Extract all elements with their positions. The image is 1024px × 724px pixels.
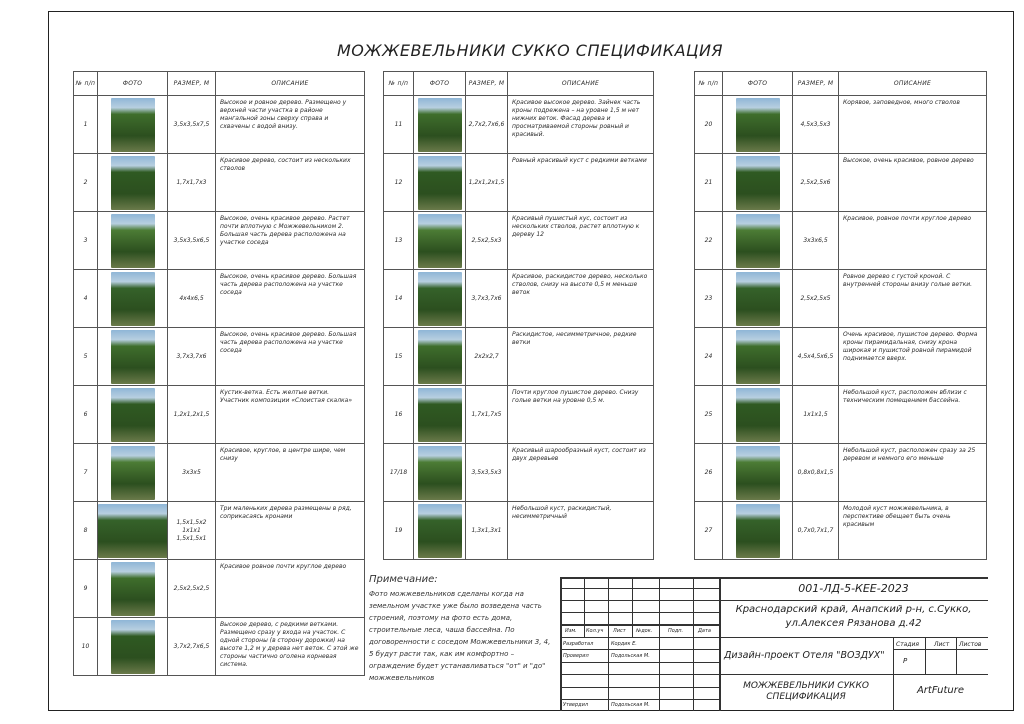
header-desc: ОПИСАНИЕ [216, 72, 365, 96]
header-photo: ФОТО [98, 72, 168, 96]
table-row [384, 328, 654, 386]
spec-table-1 [73, 71, 365, 676]
size-value: 1,7х1,7х5 [471, 410, 502, 418]
header-size: РАЗМЕР, М [466, 72, 508, 96]
header-photo: ФОТО [723, 72, 793, 96]
size-value: 1х1х1 [182, 526, 201, 534]
note-text: Фото можжевельников сделаны когда на земельном участке уже было возведена часть строений, поэтому на фото есть дома, строительные леса, чаша бассейна. По договоренности с соседом Можжевельники 3, 4, 5 будут расти так, как им комфортно – ограждение будет устанавливаться "от" и "до" можжевельников [369, 590, 551, 682]
description-cell: Небольшой куст, раскидистый, несимметричный [508, 502, 654, 560]
row-number: 9 [74, 560, 98, 618]
size-value: 3,7х3,7х6 [471, 294, 502, 302]
size-value: 4х4х6,5 [179, 294, 204, 302]
description-cell: Красивое ровное почти круглое дерево [216, 560, 365, 618]
stage-value: Р [903, 657, 908, 665]
size-value: 1,2х1,2х1,5 [173, 410, 210, 418]
header-izm: Изм. [565, 628, 577, 634]
description-cell: Молодой куст можжевельника, в перспективе обещает быть очень красивым [839, 502, 987, 560]
role-checker: Проверил [563, 653, 589, 659]
table-row [695, 96, 987, 154]
table-row [695, 502, 987, 560]
size-value: 1,5х1,5х2 [176, 518, 207, 526]
description-cell: Высокое, очень красивое дерево. Большая часть дерева расположена на участке соседа [216, 270, 365, 328]
photo-cell [414, 444, 466, 502]
tree-photo [111, 330, 155, 384]
photo-cell [98, 444, 168, 502]
size-cell [168, 96, 216, 154]
size-cell [168, 502, 216, 560]
tree-photo [111, 98, 155, 152]
sheet-title-1: МОЖЖЕВЕЛЬНИКИ СУККО [743, 681, 869, 691]
size-cell [793, 270, 839, 328]
header-ndok: №док. [636, 628, 653, 634]
sheet-title-2: СПЕЦИФИКАЦИЯ [766, 692, 846, 702]
table-row [695, 444, 987, 502]
size-cell [466, 444, 508, 502]
tree-photo [111, 562, 155, 616]
photo-cell [414, 96, 466, 154]
header-desc: ОПИСАНИЕ [508, 72, 654, 96]
size-value: 3х3х5 [182, 468, 201, 476]
size-value: 3,7х2,7х6,5 [173, 642, 210, 650]
role-approver: Утвердил [563, 702, 589, 708]
row-number: 5 [74, 328, 98, 386]
table-row [384, 212, 654, 270]
tree-photo [418, 446, 462, 500]
description-cell: Почти круглое пушистое дерево. Снизу голые ветки на уровне 0,5 м. [508, 386, 654, 444]
photo-cell [98, 560, 168, 618]
name-approver: Подольская М. [611, 702, 650, 708]
tree-photo [736, 446, 780, 500]
header-photo: ФОТО [414, 72, 466, 96]
row-number: 12 [384, 154, 414, 212]
row-number: 11 [384, 96, 414, 154]
size-cell [793, 154, 839, 212]
size-value: 1,3х1,3х1 [471, 526, 502, 534]
photo-cell [98, 154, 168, 212]
size-cell [793, 96, 839, 154]
description-cell: Высокое, очень красивое дерево. Большая часть дерева расположена на участке соседа [216, 328, 365, 386]
photo-cell [414, 502, 466, 560]
role-developer: Разработал [563, 641, 594, 647]
table-row [384, 96, 654, 154]
header-num: № п/п [695, 72, 723, 96]
note-heading: Примечание: [369, 574, 438, 585]
row-number: 17/18 [384, 444, 414, 502]
tree-photo [111, 388, 155, 442]
tree-photo [418, 330, 462, 384]
tree-photo [111, 214, 155, 268]
photo-cell [414, 386, 466, 444]
row-number: 8 [74, 502, 98, 560]
size-value: 3,5х3,5х3 [471, 468, 502, 476]
photo-cell [723, 212, 793, 270]
row-number: 15 [384, 328, 414, 386]
size-cell [466, 96, 508, 154]
table-row [74, 96, 365, 154]
table-row [74, 328, 365, 386]
row-number: 3 [74, 212, 98, 270]
header-podp: Подп. [668, 628, 684, 634]
name-developer: Кордик Е. [611, 641, 637, 647]
photo-cell [98, 212, 168, 270]
title-block [560, 577, 988, 711]
header-num: № п/п [384, 72, 414, 96]
description-cell: Небольшой куст, расположен вблизи с техническим помещением бассейна. [839, 386, 987, 444]
project-name: Дизайн-проект Отеля "ВОЗДУХ" [724, 650, 885, 661]
table-row [384, 502, 654, 560]
table-row [74, 154, 365, 212]
size-cell [466, 328, 508, 386]
size-cell [168, 618, 216, 676]
row-number: 19 [384, 502, 414, 560]
size-value: 2,5х2,5х5 [800, 294, 831, 302]
size-cell [466, 386, 508, 444]
tree-photo [736, 214, 780, 268]
size-value: 0,7х0,7х1,7 [797, 526, 834, 534]
photo-cell [98, 328, 168, 386]
size-cell [793, 444, 839, 502]
size-cell [793, 502, 839, 560]
row-number: 16 [384, 386, 414, 444]
description-cell: Красивое, круглое, в центре шире, чем снизу [216, 444, 365, 502]
description-cell: Высокое и ровное дерево. Размещено у верхней части участка в районе мангальной зоны сверху справа и схвачены с водой внизу. [216, 96, 365, 154]
size-cell [793, 212, 839, 270]
tree-photo [736, 504, 780, 558]
size-value: 3,7х3,7х6 [176, 352, 207, 360]
table-row [695, 328, 987, 386]
size-value: 2,7х2,7х6,6 [468, 120, 505, 128]
description-cell: Высокое, очень красивое, ровное дерево [839, 154, 987, 212]
sheets-label: Листов [959, 641, 982, 648]
row-number: 20 [695, 96, 723, 154]
description-cell: Корявое, заповедное, много стволов [839, 96, 987, 154]
table-row [384, 386, 654, 444]
size-cell [466, 502, 508, 560]
size-cell [466, 154, 508, 212]
row-number: 24 [695, 328, 723, 386]
name-checker: Подольская М. [611, 653, 650, 659]
description-cell: Три маленьких дерева размещены в ряд, соприкасаясь кронами [216, 502, 365, 560]
table-row [74, 618, 365, 676]
size-value: 2,5х2,5х6 [800, 178, 831, 186]
size-value: 1,2х1,2х1,5 [468, 178, 505, 186]
description-cell: Красивое, ровное почти круглое дерево [839, 212, 987, 270]
size-value: 4,5х3,5х3 [800, 120, 831, 128]
tree-photo [418, 98, 462, 152]
tree-photo [98, 504, 168, 558]
size-value: 3х3х6,5 [803, 236, 828, 244]
size-cell [793, 328, 839, 386]
photo-cell [98, 96, 168, 154]
size-value: 3,5х3,5х6,5 [173, 236, 210, 244]
row-number: 27 [695, 502, 723, 560]
size-cell [466, 212, 508, 270]
description-cell: Красивый шарообразный куст, состоит из двух деревьев [508, 444, 654, 502]
stage-label: Стадия [896, 641, 920, 648]
description-cell: Красивое дерево, состоит из нескольких стволов [216, 154, 365, 212]
row-number: 25 [695, 386, 723, 444]
table-row [74, 560, 365, 618]
address-line-1: Краснодарский край, Анапский р-н, с.Сукко, [735, 604, 972, 615]
table-row [695, 154, 987, 212]
photo-cell [723, 444, 793, 502]
row-number: 4 [74, 270, 98, 328]
size-value: 2,5х2,5х2,5 [173, 584, 210, 592]
photo-cell [723, 502, 793, 560]
header-num: № п/п [74, 72, 98, 96]
size-value: 2х2х2,7 [474, 352, 499, 360]
photo-cell [414, 270, 466, 328]
size-cell [168, 212, 216, 270]
tree-photo [736, 156, 780, 210]
table-row [695, 212, 987, 270]
company-name: ArtFuture [916, 685, 965, 696]
tree-photo [736, 272, 780, 326]
table-row [74, 212, 365, 270]
tree-photo [111, 620, 155, 674]
tree-photo [111, 272, 155, 326]
address-line-2: ул.Алексея Рязанова д.42 [785, 618, 922, 629]
description-cell: Очень красивое, пушистое дерево. Форма кроны пирамидальная, снизу крона широкая и пушистой ровной пирамидой поднимается вверх. [839, 328, 987, 386]
tree-photo [418, 272, 462, 326]
table-row [384, 444, 654, 502]
document-code: 001-ЛД-5-КЕЕ-2023 [798, 582, 909, 595]
size-cell [168, 560, 216, 618]
size-value: 3,5х3,5х7,5 [173, 120, 210, 128]
size-cell [168, 444, 216, 502]
size-value: 1,7х1,7х3 [176, 178, 207, 186]
size-cell [793, 386, 839, 444]
tree-photo [736, 330, 780, 384]
photo-cell [414, 212, 466, 270]
photo-cell [98, 270, 168, 328]
spec-table-2 [383, 71, 654, 560]
photo-cell [98, 502, 168, 560]
size-cell [168, 270, 216, 328]
table-row [74, 444, 365, 502]
tree-photo [418, 388, 462, 442]
tree-photo [418, 504, 462, 558]
table-row [74, 502, 365, 560]
row-number: 10 [74, 618, 98, 676]
tree-photo [111, 156, 155, 210]
row-number: 7 [74, 444, 98, 502]
description-cell: Красивый пушистый кус, состоит из нескольких стволов, растет вплотную к дереву 12 [508, 212, 654, 270]
description-cell: Красивое высокое дерево. Зайнек часть кроны подрежена – на уровне 1,5 м нет нижних веток. Фасад дерева и просматриваемой стороны ровный и красивый. [508, 96, 654, 154]
description-cell: Красивое, раскидистое дерево, несколько стволов, снизу на высоте 0,5 м меньше веток [508, 270, 654, 328]
photo-cell [98, 618, 168, 676]
tree-photo [418, 156, 462, 210]
description-cell: Раскидистое, несимметричное, редкие ветки [508, 328, 654, 386]
size-cell [168, 386, 216, 444]
description-cell: Ровное дерево с густой кроной. С внутренней стороны внизу голые ветки. [839, 270, 987, 328]
size-value: 4,5х4,5х6,5 [797, 352, 834, 360]
table-row [695, 270, 987, 328]
sheet-label: Лист [934, 641, 950, 648]
size-value: 2,5х2,5х3 [471, 236, 502, 244]
header-koluch: Кол.уч [586, 628, 604, 634]
spec-table-3 [694, 71, 987, 560]
tree-photo [736, 388, 780, 442]
tree-photo [418, 214, 462, 268]
description-cell: Кустик-ветка. Есть желтые ветки. Участник композиции «Слоистая скалка» [216, 386, 365, 444]
photo-cell [98, 386, 168, 444]
table-row [384, 270, 654, 328]
photo-cell [414, 328, 466, 386]
photo-cell [723, 328, 793, 386]
row-number: 14 [384, 270, 414, 328]
table-row [695, 386, 987, 444]
row-number: 13 [384, 212, 414, 270]
size-value: 0,8х0,8х1,5 [797, 468, 834, 476]
table-row [74, 270, 365, 328]
description-cell: Ровный красивый куст с редкими ветками [508, 154, 654, 212]
size-value: 1х1х1,5 [803, 410, 828, 418]
size-cell [168, 154, 216, 212]
row-number: 2 [74, 154, 98, 212]
header-size: РАЗМЕР, М [793, 72, 839, 96]
row-number: 21 [695, 154, 723, 212]
description-cell: Высокое, очень красивое дерево. Растет почти вплотную с Можжевельником 2. Большая часть дерева расположена на участке соседа [216, 212, 365, 270]
header-data: Дата [698, 628, 711, 634]
tree-photo [736, 98, 780, 152]
description-cell: Небольшой куст, расположен сразу за 25 деревом и немного его меньше [839, 444, 987, 502]
size-value: 1,5х1,5х1 [176, 534, 207, 542]
photo-cell [723, 154, 793, 212]
photo-cell [723, 96, 793, 154]
row-number: 23 [695, 270, 723, 328]
description-cell: Высокое дерево, с редкими ветками. Размещено сразу у входа на участок. С одной стороны (в сторону дорожки) на высоте 1,2 м у дерева нет веток. С этой же стороны частично оголена корневая система. [216, 618, 365, 676]
row-number: 26 [695, 444, 723, 502]
table-row [74, 386, 365, 444]
page-title: МОЖЖЕВЕЛЬНИКИ СУККО СПЕЦИФИКАЦИЯ [336, 41, 724, 60]
header-size: РАЗМЕР, М [168, 72, 216, 96]
header-list: Лист [613, 628, 626, 634]
size-cell [466, 270, 508, 328]
tree-photo [111, 446, 155, 500]
header-desc: ОПИСАНИЕ [839, 72, 987, 96]
photo-cell [414, 154, 466, 212]
row-number: 22 [695, 212, 723, 270]
photo-cell [723, 386, 793, 444]
size-cell [168, 328, 216, 386]
note-block [369, 574, 555, 684]
table-row [384, 154, 654, 212]
row-number: 6 [74, 386, 98, 444]
photo-cell [723, 270, 793, 328]
row-number: 1 [74, 96, 98, 154]
